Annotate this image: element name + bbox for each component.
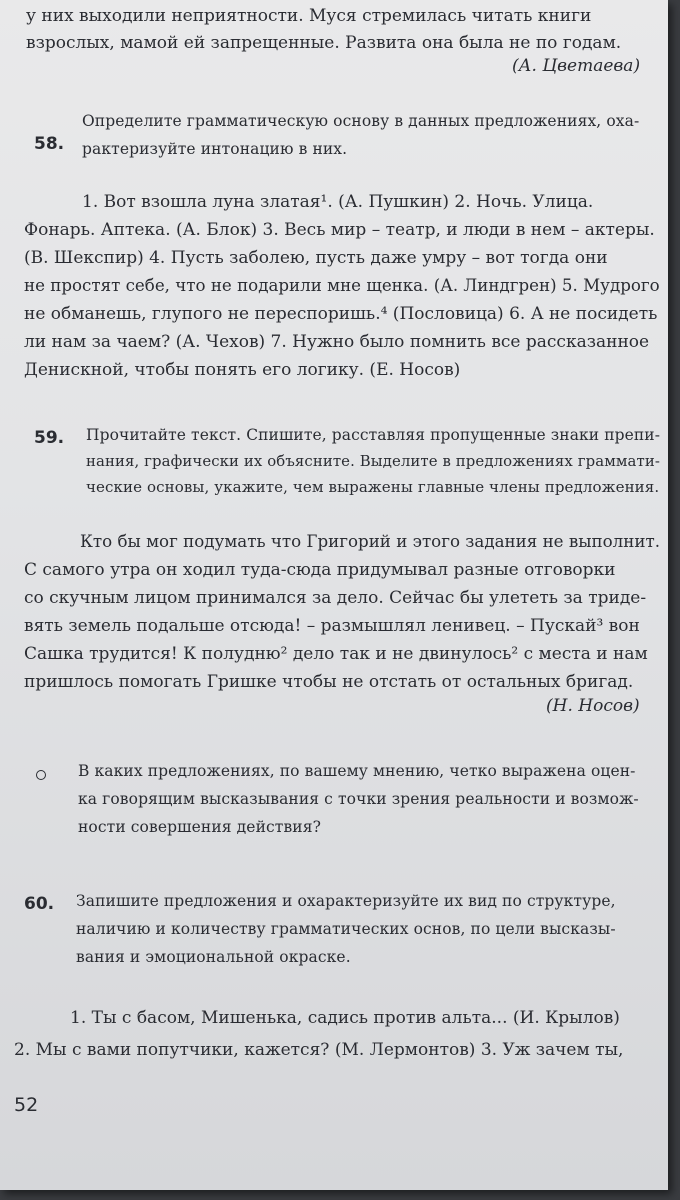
exercise-58-task-line-2: рактеризуйте интонацию в них.	[82, 140, 348, 158]
top-line-1: у них выходили неприятности. Муся стремилась читать книги	[26, 6, 592, 26]
exercise-60-task-line-2: наличию и количеству грамматических основ, по цели высказы-	[76, 920, 616, 938]
exercise-58-text-line-2: Фонарь. Аптека. (А. Блок) 3. Весь мир – театр, и люди в нем – актеры.	[24, 220, 655, 240]
exercise-58-text-line-5: не обманешь, глупого не переспоришь.⁴ (Пословица) 6. А не посидеть	[24, 304, 658, 324]
exercise-59-text-line-3: со скучным лицом принимался за дело. Сейчас бы улететь за триде-	[24, 588, 647, 608]
exercise-59-text-line-4: вять земель подальше отсюда! – размышлял ленивец. – Пускай³ вон	[24, 616, 640, 636]
exercise-59-task-line-3: ческие основы, укажите, чем выражены главные члены предложения.	[86, 478, 660, 496]
question-line-1: В каких предложениях, по вашему мнению, четко выражена оцен-	[78, 762, 636, 780]
exercise-60-text-line-1: 1. Ты с басом, Мишенька, садись против альта... (И. Крылов)	[70, 1008, 620, 1028]
question-bullet-icon	[36, 770, 46, 780]
top-source: (А. Цветаева)	[512, 56, 641, 76]
exercise-60-number: 60.	[24, 894, 55, 914]
top-line-2: взрослых, мамой ей запрещенные. Развита она была не по годам.	[26, 33, 622, 53]
exercise-59-text-line-1: Кто бы мог подумать что Григорий и этого задания не выполнит.	[80, 532, 660, 551]
exercise-58-text-line-1: 1. Вот взошла луна златая¹. (А. Пушкин) 2. Ночь. Улица.	[82, 192, 594, 212]
exercise-59-text-line-5: Сашка трудится! К полудню² дело так и не двинулось² с места и нам	[24, 644, 648, 664]
exercise-59-source: (Н. Носов)	[546, 696, 640, 716]
question-line-2: ка говорящим высказывания с точки зрения реальности и возмож-	[78, 790, 639, 808]
exercise-59-text-line-2: С самого утра он ходил туда-сюда придумывал разные отговорки	[24, 560, 616, 580]
exercise-58-text-line-3: (В. Шекспир) 4. Пусть заболею, пусть даже умру – вот тогда они	[24, 248, 608, 268]
exercise-60-task-line-3: вания и эмоциональной окраске.	[76, 948, 351, 966]
exercise-58-task-line-1: Определите грамматическую основу в данных предложениях, оха-	[82, 112, 640, 130]
exercise-60-text-line-2: 2. Мы с вами попутчики, кажется? (М. Лермонтов) 3. Уж зачем ты,	[14, 1040, 624, 1060]
exercise-58-text-line-7: Денискной, чтобы понять его логику. (Е. Носов)	[24, 360, 461, 380]
exercise-59-text-line-6: пришлось помогать Гришке чтобы не отстать от остальных бригад.	[24, 672, 634, 692]
question-line-3: ности совершения действия?	[78, 818, 322, 836]
page-number: 52	[14, 1094, 39, 1116]
exercise-58-text-line-6: ли нам за чаем? (А. Чехов) 7. Нужно было помнить все рассказанное	[24, 332, 650, 352]
exercise-59-task-line-2: нания, графически их объясните. Выделите в предложениях граммати-	[86, 452, 660, 470]
exercise-58-text-line-4: не простят себе, что не подарили мне щенка. (А. Линдгрен) 5. Мудрого	[24, 276, 660, 295]
exercise-59-task-line-1: Прочитайте текст. Спишите, расставляя пропущенные знаки препи-	[86, 426, 661, 444]
exercise-58-number: 58.	[34, 134, 65, 154]
exercise-60-task-line-1: Запишите предложения и охарактеризуйте их вид по структуре,	[76, 892, 616, 910]
exercise-59-number: 59.	[34, 428, 65, 448]
